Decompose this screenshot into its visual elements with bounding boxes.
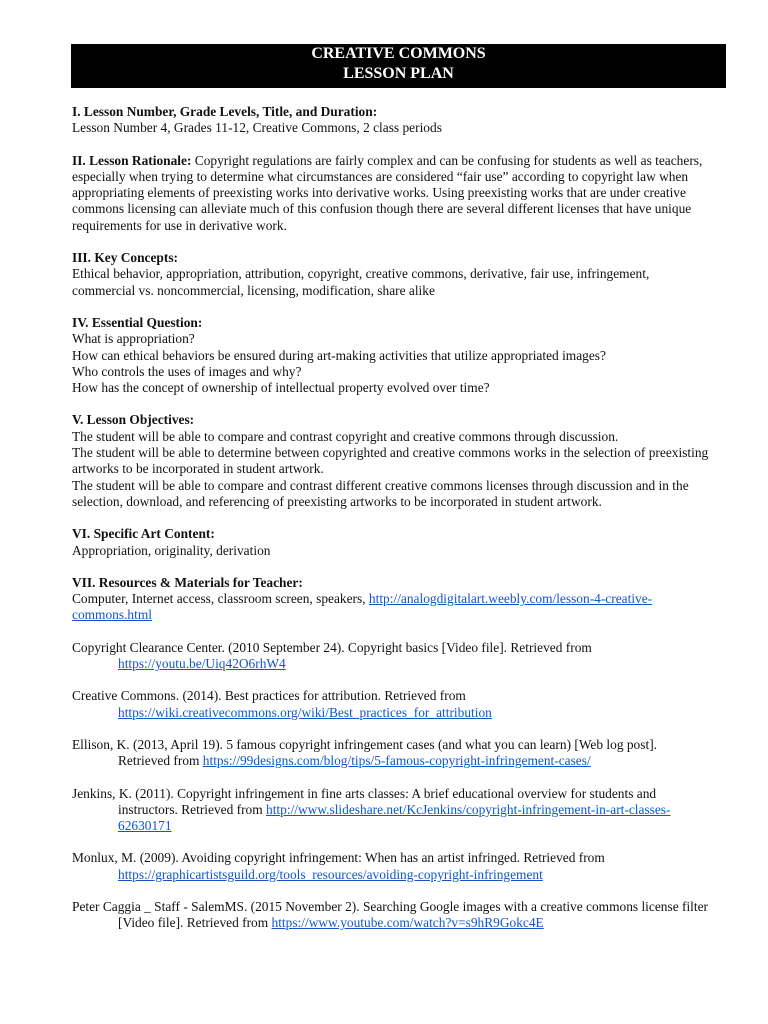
section-heading: I. Lesson Number, Grade Levels, Title, and Duration: <box>72 104 378 119</box>
reference-entry <box>72 850 712 883</box>
section-heading: II. Lesson Rationale: <box>72 152 192 168</box>
section-objectives <box>72 412 712 510</box>
title-banner <box>71 44 726 88</box>
section-text: Computer, Internet access, classroom screen, speakers, <box>72 591 369 607</box>
reference-link[interactable]: https://99designs.com/blog/tips/5-famous-copyright-infringement-cases/ <box>202 753 591 769</box>
question-1: What is appropriation? <box>72 331 195 347</box>
objective-3: The student will be able to compare and contrast different creative commons licenses through discussion and in the selection, download, and referencing of preexisting artworks to be incorporated in student artwork. <box>72 477 689 509</box>
reference-link[interactable]: https://www.youtube.com/watch?v=s9hR9Gokc4E <box>271 915 544 931</box>
section-heading: III. Key Concepts: <box>72 250 179 266</box>
reference-entry <box>72 640 712 673</box>
section-heading: VI. Specific Art Content: <box>72 526 215 542</box>
reference-text: Creative Commons. (2014). Best practices for attribution. Retrieved from <box>72 688 466 704</box>
reference-text: Ellison, K. (2013, April 19). 5 famous copyright infringement cases (and what you can learn) [Web log post]. Retrieved from <box>72 736 657 769</box>
reference-entry <box>72 786 712 835</box>
section-heading: V. Lesson Objectives: <box>72 412 195 428</box>
question-2: How can ethical behaviors be ensured during art-making activities that utilize appropriated images? <box>72 347 606 363</box>
lesson-content <box>72 104 712 948</box>
section-art-content <box>72 526 712 559</box>
reference-entry <box>72 737 712 770</box>
reference-link[interactable]: https://graphicartistsguild.org/tools_resources/avoiding-copyright-infringement <box>118 866 543 882</box>
reference-text: Peter Caggia _ Staff - SalemMS. (2015 November 2). Searching Google images with a creative commons license filter [Video file]. Retrieved from <box>72 898 709 931</box>
objective-1: The student will be able to compare and contrast copyright and creative commons through discussion. <box>72 428 619 444</box>
section-key-concepts <box>72 250 712 299</box>
lesson-page-link[interactable]: http://analogdigitalart.weebly.com/lesson-4-creative-commons.html <box>72 591 653 623</box>
reference-link[interactable]: http://www.slideshare.net/KcJenkins/copyright-infringement-in-art-classes-62630171 <box>118 801 671 834</box>
title-line-2: LESSON PLAN <box>343 65 454 82</box>
section-rationale <box>72 153 712 234</box>
title-line-1: CREATIVE COMMONS <box>311 45 486 62</box>
question-3: Who controls the uses of images and why? <box>72 363 302 379</box>
section-text: Appropriation, originality, derivation <box>72 542 271 558</box>
section-text: Ethical behavior, appropriation, attribution, copyright, creative commons, derivative, fair use, infringement, commercial vs. noncommercial, licensing, modification, share alike <box>72 266 650 298</box>
section-text: Lesson Number 4, Grades 11-12, Creative Commons, 2 class periods <box>72 120 442 136</box>
reference-link[interactable]: https://youtu.be/Uiq42O6rhW4 <box>118 656 286 672</box>
section-resources <box>72 575 712 624</box>
section-heading: VII. Resources & Materials for Teacher: <box>72 574 303 590</box>
reference-entry <box>72 688 712 721</box>
question-4: How has the concept of ownership of intellectual property evolved over time? <box>72 380 490 396</box>
reference-link[interactable]: https://wiki.creativecommons.org/wiki/Best_practices_for_attribution <box>118 704 492 720</box>
reference-entry <box>72 899 712 932</box>
reference-text: Jenkins, K. (2011). Copyright infringement in fine arts classes: A brief educational overview for students and instructors. Retrieved from <box>72 785 657 817</box>
section-essential-question <box>72 315 712 396</box>
section-text: Copyright regulations are fairly complex and can be confusing for students as well as teachers, especially when trying to determine what circumstances are considered “fair use” according to copyright law when appropriating elements of preexisting works into derivative works. Using preexisting works that are under creative commons licensing can alleviate much of this confusion though there are several different licenses that have unique requirements for use in derivative work. <box>72 152 703 233</box>
section-lesson-number <box>72 104 712 137</box>
section-heading: IV. Essential Question: <box>72 314 203 330</box>
reference-text: Monlux, M. (2009). Avoiding copyright infringement: When has an artist infringed. Retrieved from <box>72 850 605 866</box>
objective-2: The student will be able to determine between copyrighted and creative commons works in the selection of preexisting artworks to be incorporated in student artwork. <box>72 445 709 477</box>
reference-text: Copyright Clearance Center. (2010 September 24). Copyright basics [Video file]. Retrieved from <box>72 639 592 655</box>
